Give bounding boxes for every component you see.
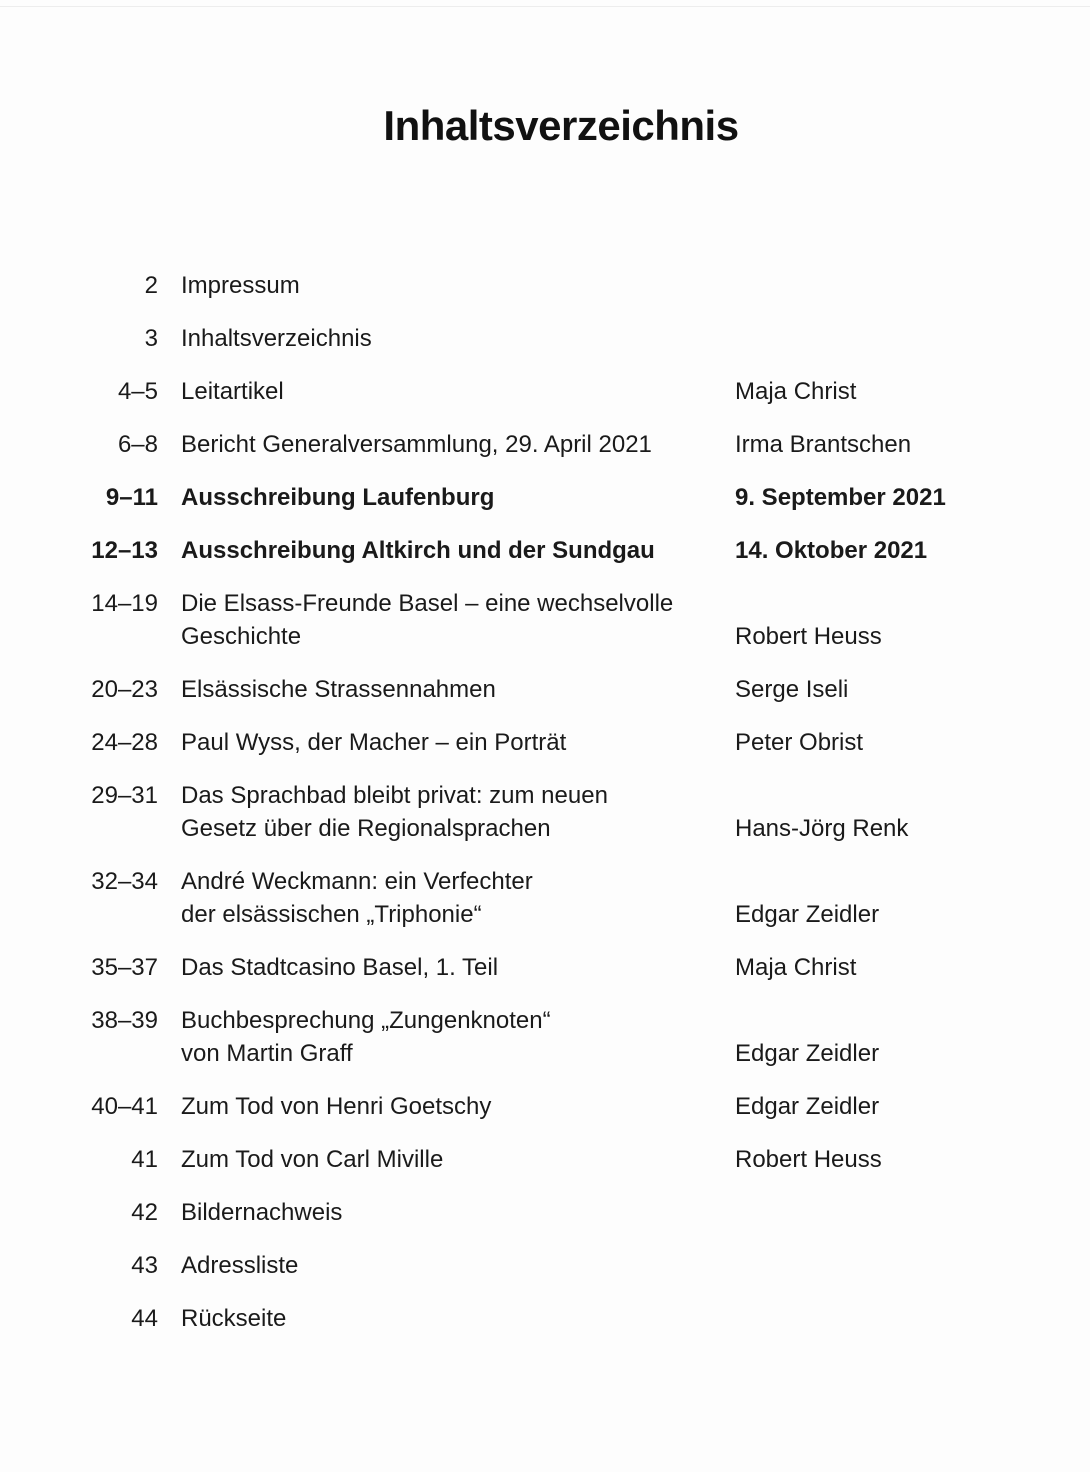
toc-entry-title: [181, 779, 735, 845]
toc-entry-author: Peter Obrist: [735, 729, 864, 756]
toc-page-numbers: 3: [144, 325, 158, 352]
toc-title-line: Paul Wyss, der Macher – ein Porträt: [181, 729, 567, 756]
toc-page-numbers: 12–13: [91, 537, 158, 564]
toc-entry-author: 14. Oktober 2021: [735, 537, 928, 564]
toc-entry: [68, 1143, 1050, 1176]
toc-title-line: Leitartikel: [181, 378, 284, 405]
toc-entry-title: [181, 1249, 735, 1282]
toc-entry: [68, 865, 1050, 931]
toc-entry-title: [181, 1196, 735, 1229]
toc-title-line: Rückseite: [181, 1305, 287, 1332]
toc-title-line: Gesetz über die Regionalsprachen: [181, 815, 551, 842]
toc-entry: [68, 534, 1050, 567]
toc-entry-author: Edgar Zeidler: [735, 1093, 880, 1120]
toc-title-line: Bericht Generalversammlung, 29. April 2021: [181, 431, 652, 458]
toc-entry-author: Maja Christ: [735, 378, 857, 405]
toc-entry-title: [181, 1302, 735, 1335]
toc-page-numbers: 2: [144, 272, 158, 299]
toc-entry: [68, 428, 1050, 461]
toc-page-numbers: 9–11: [105, 484, 158, 511]
toc-page-numbers: 32–34: [91, 868, 158, 895]
toc-entry-author: 9. September 2021: [735, 484, 946, 511]
toc-title-line: Bildernachweis: [181, 1199, 343, 1226]
toc-entry-title: [181, 375, 735, 408]
toc-page-numbers: 20–23: [91, 676, 158, 703]
toc-entry-title: [181, 726, 735, 759]
toc-entry-title: [181, 322, 735, 355]
toc-title-line: Die Elsass-Freunde Basel – eine wechselvolle: [181, 590, 674, 617]
toc-entry-title: [181, 865, 735, 931]
toc-title-line: Adressliste: [181, 1252, 299, 1279]
toc-entry-author: Robert Heuss: [735, 623, 882, 650]
toc-entry: [68, 587, 1050, 653]
toc-entry-title: [181, 269, 735, 302]
toc-entry-author: Maja Christ: [735, 954, 857, 981]
toc-page-numbers: 4–5: [117, 378, 158, 405]
toc-title-line: Ausschreibung Altkirch und der Sundgau: [181, 537, 655, 564]
toc-entry: [68, 1249, 1050, 1282]
toc-page-numbers: 35–37: [91, 954, 158, 981]
toc-entry: [68, 1196, 1050, 1229]
toc-entry: [68, 481, 1050, 514]
toc-title-line: Elsässische Strassennahmen: [181, 676, 496, 703]
toc-entry: [68, 375, 1050, 408]
toc-entry: [68, 779, 1050, 845]
toc-entry-author: Edgar Zeidler: [735, 901, 880, 928]
toc-page-numbers: 42: [131, 1199, 158, 1226]
toc-title-line: Das Stadtcasino Basel, 1. Teil: [181, 954, 499, 981]
toc-entry: [68, 726, 1050, 759]
toc-entry-author: Edgar Zeidler: [735, 1040, 880, 1067]
toc-title-line: Inhaltsverzeichnis: [181, 325, 372, 352]
toc-title-line: Buchbesprechung „Zungenknoten“: [181, 1007, 551, 1034]
toc-entry: [68, 951, 1050, 984]
toc-title-line: von Martin Graff: [181, 1040, 353, 1067]
toc-title-line: Geschichte: [181, 623, 302, 650]
toc-entry: [68, 1090, 1050, 1123]
toc-entry-author: Robert Heuss: [735, 1146, 882, 1173]
toc-entry-author: Hans-Jörg Renk: [735, 815, 909, 842]
toc-title-line: Impressum: [181, 272, 300, 299]
toc-title-line: Das Sprachbad bleibt privat: zum neuen: [181, 782, 608, 809]
toc-title-line: Ausschreibung Laufenburg: [181, 484, 495, 511]
toc-entry: [68, 269, 1050, 302]
toc-entry-title: [181, 534, 735, 567]
toc-entry-title: [181, 951, 735, 984]
toc-page-numbers: 40–41: [91, 1093, 158, 1120]
toc-entry: [68, 1004, 1050, 1070]
toc-page-numbers: 43: [131, 1252, 158, 1279]
toc-page-numbers: 6–8: [117, 431, 158, 458]
toc-title-line: Zum Tod von Carl Miville: [181, 1146, 444, 1173]
toc-entry-title: [181, 481, 735, 514]
toc-entry-title: [181, 587, 735, 653]
toc-entry-title: [181, 1004, 735, 1070]
toc-title-line: der elsässischen „Triphonie“: [181, 901, 482, 928]
toc-entry-author: Irma Brantschen: [735, 431, 912, 458]
toc-entry-title: [181, 1143, 735, 1176]
toc-page-numbers: 29–31: [91, 782, 158, 809]
toc-title-line: André Weckmann: ein Verfechter: [181, 868, 533, 895]
toc-page-numbers: 38–39: [91, 1007, 158, 1034]
toc-entry-title: [181, 1090, 735, 1123]
toc-title-line: Zum Tod von Henri Goetschy: [181, 1093, 492, 1120]
toc-page-numbers: 41: [131, 1146, 158, 1173]
toc-entry: [68, 673, 1050, 706]
toc-page-numbers: 14–19: [91, 590, 158, 617]
toc-entry-title: [181, 428, 735, 461]
table-of-contents: [68, 269, 1050, 1335]
toc-page-numbers: 24–28: [91, 729, 158, 756]
toc-entry: [68, 322, 1050, 355]
toc-page-numbers: 44: [131, 1305, 158, 1332]
toc-entry-author: Serge Iseli: [735, 676, 849, 703]
toc-entry: [68, 1302, 1050, 1335]
page-title: Inhaltsverzeichnis: [383, 102, 739, 149]
toc-entry-title: [181, 673, 735, 706]
page-top-edge: [0, 6, 1090, 7]
